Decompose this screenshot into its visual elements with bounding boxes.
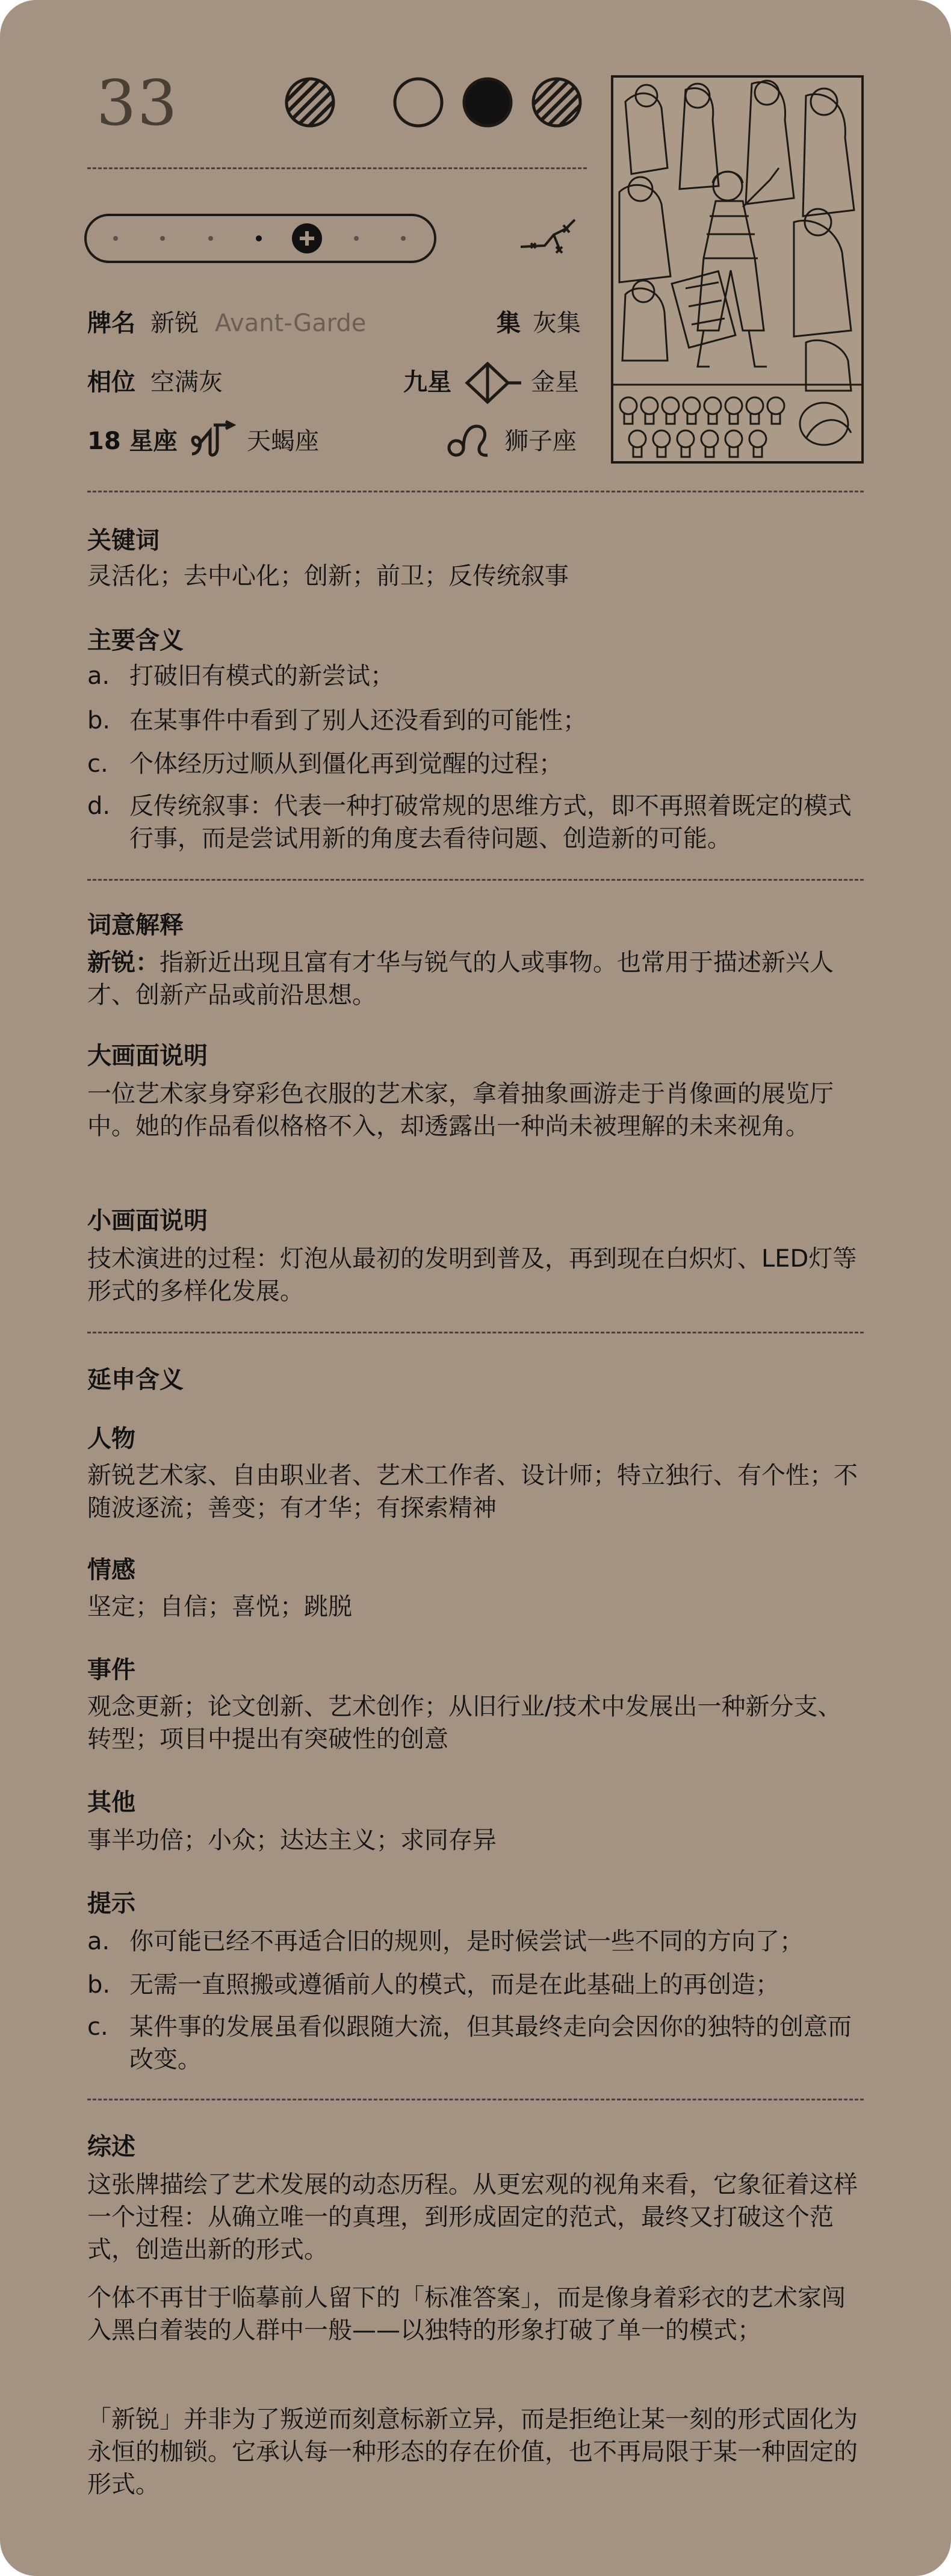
card-artwork xyxy=(613,78,861,461)
phase-circles xyxy=(277,72,590,132)
phase-full-circle-icon xyxy=(464,79,511,126)
event-text: 观念更新；论文创新、艺术创作；从旧行业/技术中发展出一种新分支、转型；项目中提出有突破性的创意 xyxy=(87,1693,842,1753)
list-marker: c. xyxy=(87,750,108,778)
phase-value: 空满灰 xyxy=(150,368,223,396)
small-picture-text: 技术演进的过程：灯泡从最初的发明到普及，再到现在白炽灯、LED灯等形式的多样化发展。 xyxy=(87,1245,857,1305)
big-picture-title: 大画面说明 xyxy=(87,1042,208,1070)
emotion-text: 坚定；自信；喜悦；跳脱 xyxy=(87,1593,352,1621)
other-title: 其他 xyxy=(87,1789,135,1816)
scorpio-icon xyxy=(190,419,238,459)
list-item: 你可能已经不再适合旧的规则，是时候尝试一些不同的方向了； xyxy=(129,1928,804,1955)
divider xyxy=(87,879,864,881)
constellation-icon xyxy=(518,217,584,259)
word-explain-term: 新锐： xyxy=(87,949,160,976)
small-picture-title: 小画面说明 xyxy=(87,1207,208,1235)
divider xyxy=(87,1332,864,1333)
word-explain-title: 词意解释 xyxy=(87,911,184,939)
list-item: 无需一直照搬或遵循前人的模式，而是在此基础上的再创造； xyxy=(129,1971,779,1999)
divider xyxy=(87,2099,864,2100)
word-explain-text: 新锐：指新近出现且富有才华与锐气的人或事物。也常用于描述新兴人才、创新产品或前沿思想。 xyxy=(87,949,834,1009)
ninestar-value: 金星 xyxy=(531,368,579,396)
card-name-en: Avant-Garde xyxy=(215,309,367,337)
slider-handle-plus-icon xyxy=(292,223,322,253)
list-marker: a. xyxy=(87,662,110,690)
set-value: 灰集 xyxy=(533,309,581,337)
list-item: 打破旧有模式的新尝试； xyxy=(129,662,394,690)
summary-paragraph: 这张牌描绘了艺术发展的动态历程。从更宏观的视角来看，它象征着这样一个过程：从确立唯一的真理，到形成固定的范式，最终又打破这个范式，创造出新的形式。 xyxy=(87,2171,858,2264)
ninestar-label: 九星 xyxy=(403,368,451,396)
zodiac-label: 18 星座 xyxy=(87,427,178,455)
list-marker: d. xyxy=(87,792,111,820)
summary-paragraph: 个体不再甘于临摹前人留下的「标准答案」，而是像身着彩衣的艺术家闯入黑白着装的人群中一般——以独特的形象打破了单一的模式； xyxy=(87,2284,846,2344)
zodiac-secondary: 狮子座 xyxy=(504,427,577,455)
divider xyxy=(87,491,864,492)
list-marker: c. xyxy=(87,2013,108,2041)
card-illustration xyxy=(611,75,864,464)
event-title: 事件 xyxy=(87,1656,135,1684)
leo-icon xyxy=(445,421,494,460)
phase-hatched-circle-icon xyxy=(533,79,580,126)
phase-hatched-circle-icon xyxy=(287,79,333,126)
keywords-title: 关键词 xyxy=(87,527,160,554)
extended-title: 延申含义 xyxy=(87,1366,184,1394)
lightbulbs-strip xyxy=(620,397,851,457)
card-name-cn: 新锐 xyxy=(150,309,199,337)
set-label: 集 xyxy=(497,309,521,337)
emotion-title: 情感 xyxy=(87,1556,135,1584)
list-marker: a. xyxy=(87,1928,110,1955)
summary-title: 综述 xyxy=(87,2133,135,2161)
position-slider-dots xyxy=(84,214,436,263)
card-number: 33 xyxy=(96,66,179,140)
phase-label: 相位 xyxy=(87,368,135,396)
divider xyxy=(87,167,587,169)
main-meaning-title: 主要含义 xyxy=(87,627,184,654)
list-marker: b. xyxy=(87,707,111,734)
other-text: 事半功倍；小众；达达主义；求同存异 xyxy=(87,1826,497,1854)
big-picture-text: 一位艺术家身穿彩色衣服的艺术家，拿着抽象画游走于肖像画的展览厅中。她的作品看似格格不入，却透露出一种尚未被理解的未来视角。 xyxy=(87,1080,834,1140)
list-marker: b. xyxy=(87,1971,111,1999)
tips-title: 提示 xyxy=(87,1890,135,1917)
summary-paragraph: 「新锐」并非为了叛逆而刻意标新立异，而是拒绝让某一刻的形式固化为永恒的枷锁。它承认每一种形态的存在价值，也不再局限于某一种固定的形式。 xyxy=(87,2406,858,2498)
person-title: 人物 xyxy=(87,1425,135,1453)
phase-empty-circle-icon xyxy=(395,79,442,126)
venus-diamond-icon xyxy=(463,360,524,406)
list-item: 某件事的发展虽看似跟随大流，但其最终走向会因你的独特的创意而改变。 xyxy=(129,2013,852,2073)
list-item: 在某事件中看到了别人还没看到的可能性； xyxy=(129,707,587,734)
card-name-label: 牌名 xyxy=(87,309,135,337)
list-item: 个体经历过顺从到僵化再到觉醒的过程； xyxy=(129,750,563,778)
list-item: 反传统叙事：代表一种打破常规的思维方式，即不再照着既定的模式行事，而是尝试用新的角度去看待问题、创造新的可能。 xyxy=(129,792,852,852)
keywords-text: 灵活化；去中心化；创新；前卫；反传统叙事 xyxy=(87,562,569,590)
zodiac-primary: 天蝎座 xyxy=(247,427,319,455)
person-text: 新锐艺术家、自由职业者、艺术工作者、设计师；特立独行、有个性；不随波逐流；善变；有才华；有探索精神 xyxy=(87,1462,858,1522)
